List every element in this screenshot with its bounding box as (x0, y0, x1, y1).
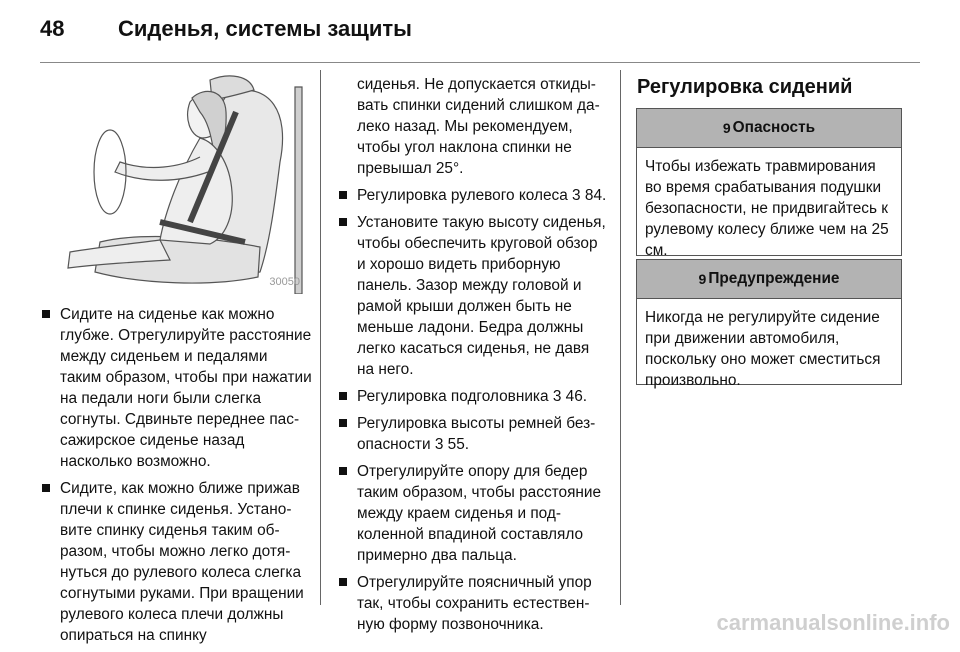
warning-box-text: Никогда не регулируйте сидение при движении автомобиля, поскольку оно может сместиться произвольно. (645, 309, 881, 389)
list-item: Регулировка рулевого колеса 3 84. (337, 185, 607, 206)
section-title: Регулировка сидений (637, 76, 853, 98)
page-number: 48 (40, 16, 65, 41)
page-title: Сиденья, системы защиты (118, 16, 412, 41)
warning-box-header (637, 260, 901, 299)
column-divider-1 (320, 70, 321, 605)
danger-box-heading: Опасность (732, 119, 816, 136)
list-item: Отрегулируйте поясничный упор так, чтобы сохранить естественную форму позвоночника. (337, 572, 607, 635)
seat-position-illustration (40, 72, 306, 294)
header-divider (40, 62, 920, 63)
column-2 (337, 74, 607, 641)
list-item: Сидите на сиденье как можно глубже. Отрегулируйте расстояние между сиденьем и педалями таким образом, чтобы при нажатии на педали ноги были слегка согнуты. Сдвиньте переднее пассажирское сиденье назад насколько возможно. (40, 304, 312, 472)
warning-triangle-icon: 9 (722, 120, 731, 136)
column-divider-2 (620, 70, 621, 605)
list-item: Регулировка высоты ремней безопасности 3 55. (337, 413, 607, 455)
danger-box-header (637, 109, 901, 148)
list-item: Установите такую высоту сиденья, чтобы обеспечить круговой обзор и хорошо видеть приборную панель. Зазор между головой и рамой крыши должен быть не меньше ладони. Бедра должны легко касаться сиденья, не давя на него. (337, 212, 607, 380)
list-item: Отрегулируйте опору для бедер таким образом, чтобы расстояние между краем сиденья и подколенной впадиной составляло примерно два пальца. (337, 461, 607, 566)
watermark: carmanualsonline.info (716, 610, 950, 635)
list-item-continuation: сиденья. Не допускается откидывать спинки сидений слишком далеко назад. Мы рекомендуем, чтобы угол наклона спинки не превышал 25°. (357, 76, 600, 177)
danger-box (636, 108, 902, 259)
list-item: Регулировка подголовника 3 46. (337, 386, 607, 407)
warning-box (636, 259, 902, 389)
driver-seat-figure (40, 72, 306, 294)
danger-box-text: Чтобы избежать травмирования во время срабатывания подушки безопасности, не придвигайтесь к рулевому колесу ближе чем на 25 см. (645, 158, 889, 259)
figure-number: 30050 (269, 276, 300, 288)
warning-triangle-icon: 9 (698, 271, 707, 287)
warning-box-heading: Предупреждение (708, 270, 840, 287)
list-item: Сидите, как можно ближе прижав плечи к спинке сиденья. Установите спинку сиденья таким образом, чтобы можно легко дотянуться до рулевого колеса слегка согнутыми руками. При вращении рулевого колеса плечи должны опираться на спинку (40, 478, 312, 646)
column-1 (40, 304, 312, 652)
